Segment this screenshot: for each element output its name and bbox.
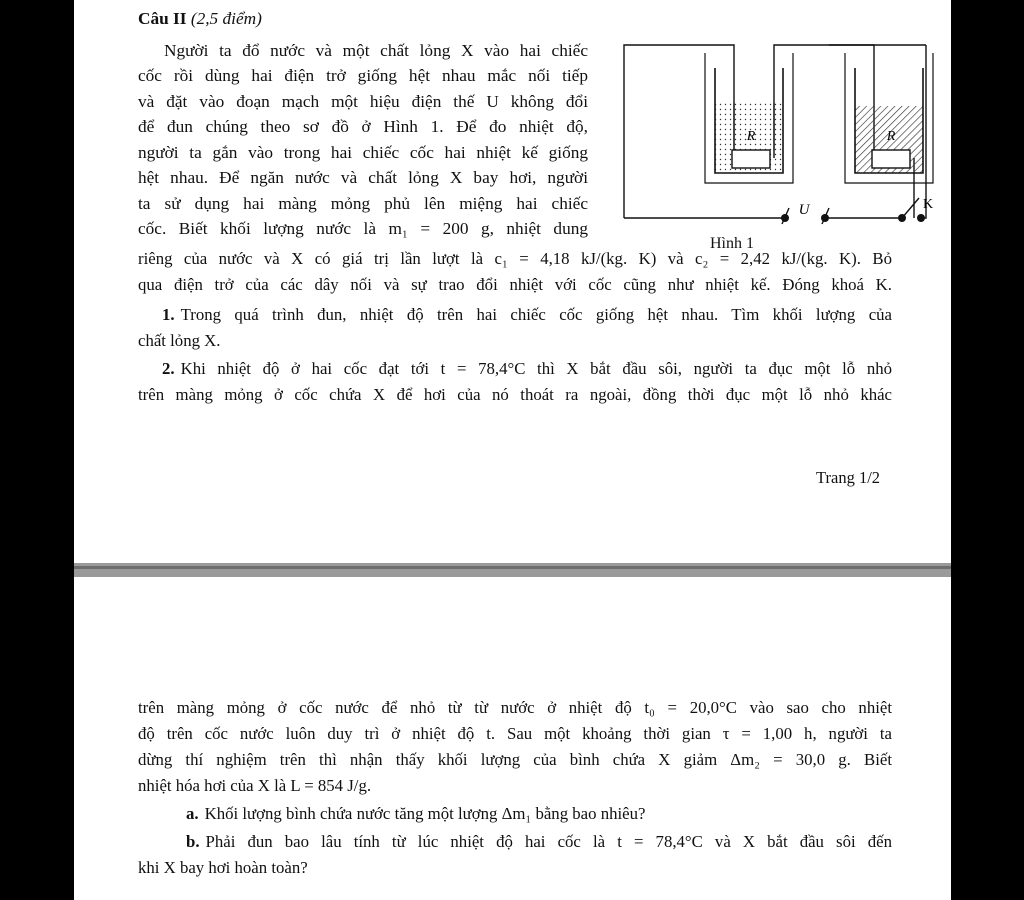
page-2 bbox=[74, 577, 951, 900]
part-b-text: Phải đun bao lâu tính từ lúc nhiệt độ hai cốc là t = 78,4°C và X bắt đầu sôi đến bbox=[205, 832, 892, 851]
intro-line-5: người ta gắn vào trong hai chiếc cốc hai nhiệt kế giống bbox=[138, 143, 588, 162]
page2-line-3: dừng thí nghiệm trên thì nhận thấy khối lượng của bình chứa X giảm Δm₂ = 30,0 g. Biết bbox=[138, 750, 892, 769]
resistor-left bbox=[732, 150, 770, 168]
switch-label: K bbox=[923, 197, 934, 212]
part-2-line-2: trên màng mỏng ở cốc chứa X để hơi của nó thoát ra ngoài, đồng thời đục một lỗ nhỏ khác bbox=[138, 385, 892, 404]
part-a-text: Khối lượng bình chứa nước tăng một lượng Δm₁ bằng bao nhiêu? bbox=[204, 804, 646, 823]
figure-caption: Hình 1 bbox=[710, 235, 754, 252]
part-1-text: Trong quá trình đun, nhiệt độ trên hai chiếc cốc giống hệt nhau. Tìm khối lượng của bbox=[180, 305, 892, 324]
question-label: Câu II bbox=[138, 9, 187, 28]
part-b-line-2: khi X bay hơi hoàn toàn? bbox=[138, 858, 308, 877]
question-title bbox=[138, 8, 262, 30]
part-1-number: 1. bbox=[162, 305, 175, 324]
voltage-source bbox=[781, 202, 829, 224]
beaker-liquid-x bbox=[845, 53, 933, 183]
question-points: (2,5 điểm) bbox=[190, 9, 262, 28]
part-b-label: b. bbox=[186, 832, 200, 851]
intro-line-8: cốc. Biết khối lượng nước là m₁ = 200 g, nhiệt dung bbox=[138, 219, 588, 238]
page-1 bbox=[74, 0, 951, 563]
page-number: Trang 1/2 bbox=[816, 468, 881, 487]
part-b bbox=[186, 831, 892, 853]
intro-line-4: để đun chúng theo sơ đồ ở Hình 1. Để đo nhiệt độ, bbox=[138, 117, 588, 136]
part-a bbox=[186, 803, 645, 825]
page2-line-1: trên màng mỏng ở cốc nước để nhỏ từ từ nước ở nhiệt độ t₀ = 20,0°C vào sao cho nhiệt bbox=[138, 698, 892, 717]
part-2-text: Khi nhiệt độ ở hai cốc đạt tới t = 78,4°C thì X bắt đầu sôi, người ta đục một lỗ nhỏ bbox=[180, 359, 892, 378]
circuit-diagram bbox=[619, 28, 934, 268]
page2-line-4: nhiệt hóa hơi của X là L = 854 J/g. bbox=[138, 776, 372, 795]
intro-line-6: hệt nhau. Để ngăn nước và chất lỏng X bay hơi, người bbox=[138, 168, 588, 187]
resistor-left-label: R bbox=[746, 129, 756, 144]
part-2-line-1 bbox=[162, 358, 892, 380]
intro-line-3: và đặt vào đoạn mạch một hiệu điện thế U không đổi bbox=[138, 92, 588, 111]
page2-line-2: độ trên cốc nước luôn duy trì ở nhiệt độ t. Sau một khoảng thời gian τ = 1,00 h, người ta bbox=[138, 724, 892, 743]
switch-k bbox=[898, 197, 933, 222]
beaker-water bbox=[705, 53, 793, 183]
resistor-right bbox=[872, 150, 910, 168]
part-2-number: 2. bbox=[162, 359, 175, 378]
resistor-right-label: R bbox=[886, 129, 896, 144]
voltage-label: U bbox=[798, 202, 810, 218]
part-1-line-1 bbox=[162, 304, 892, 326]
intro-line-7: ta sử dụng hai màng mỏng phủ lên miệng hai chiếc bbox=[138, 194, 588, 213]
line-10: qua điện trở của các dây nối và sự trao đổi nhiệt với cốc cũng như nhiệt kế. Đóng khoá K. bbox=[138, 275, 892, 294]
part-1-line-2: chất lỏng X. bbox=[138, 331, 221, 350]
intro-line-1: Người ta đổ nước và một chất lỏng X vào hai chiếc bbox=[164, 41, 588, 60]
part-a-label: a. bbox=[186, 804, 199, 823]
intro-line-2: cốc rồi dùng hai điện trở giống hệt nhau mắc nối tiếp bbox=[138, 66, 588, 85]
page-separator-line bbox=[74, 566, 951, 569]
line-9: riêng của nước và X có giá trị lần lượt là c₁ = 4,18 kJ/(kg. K) và c₂ = 2,42 kJ/(kg. K). Bỏ bbox=[138, 249, 892, 268]
